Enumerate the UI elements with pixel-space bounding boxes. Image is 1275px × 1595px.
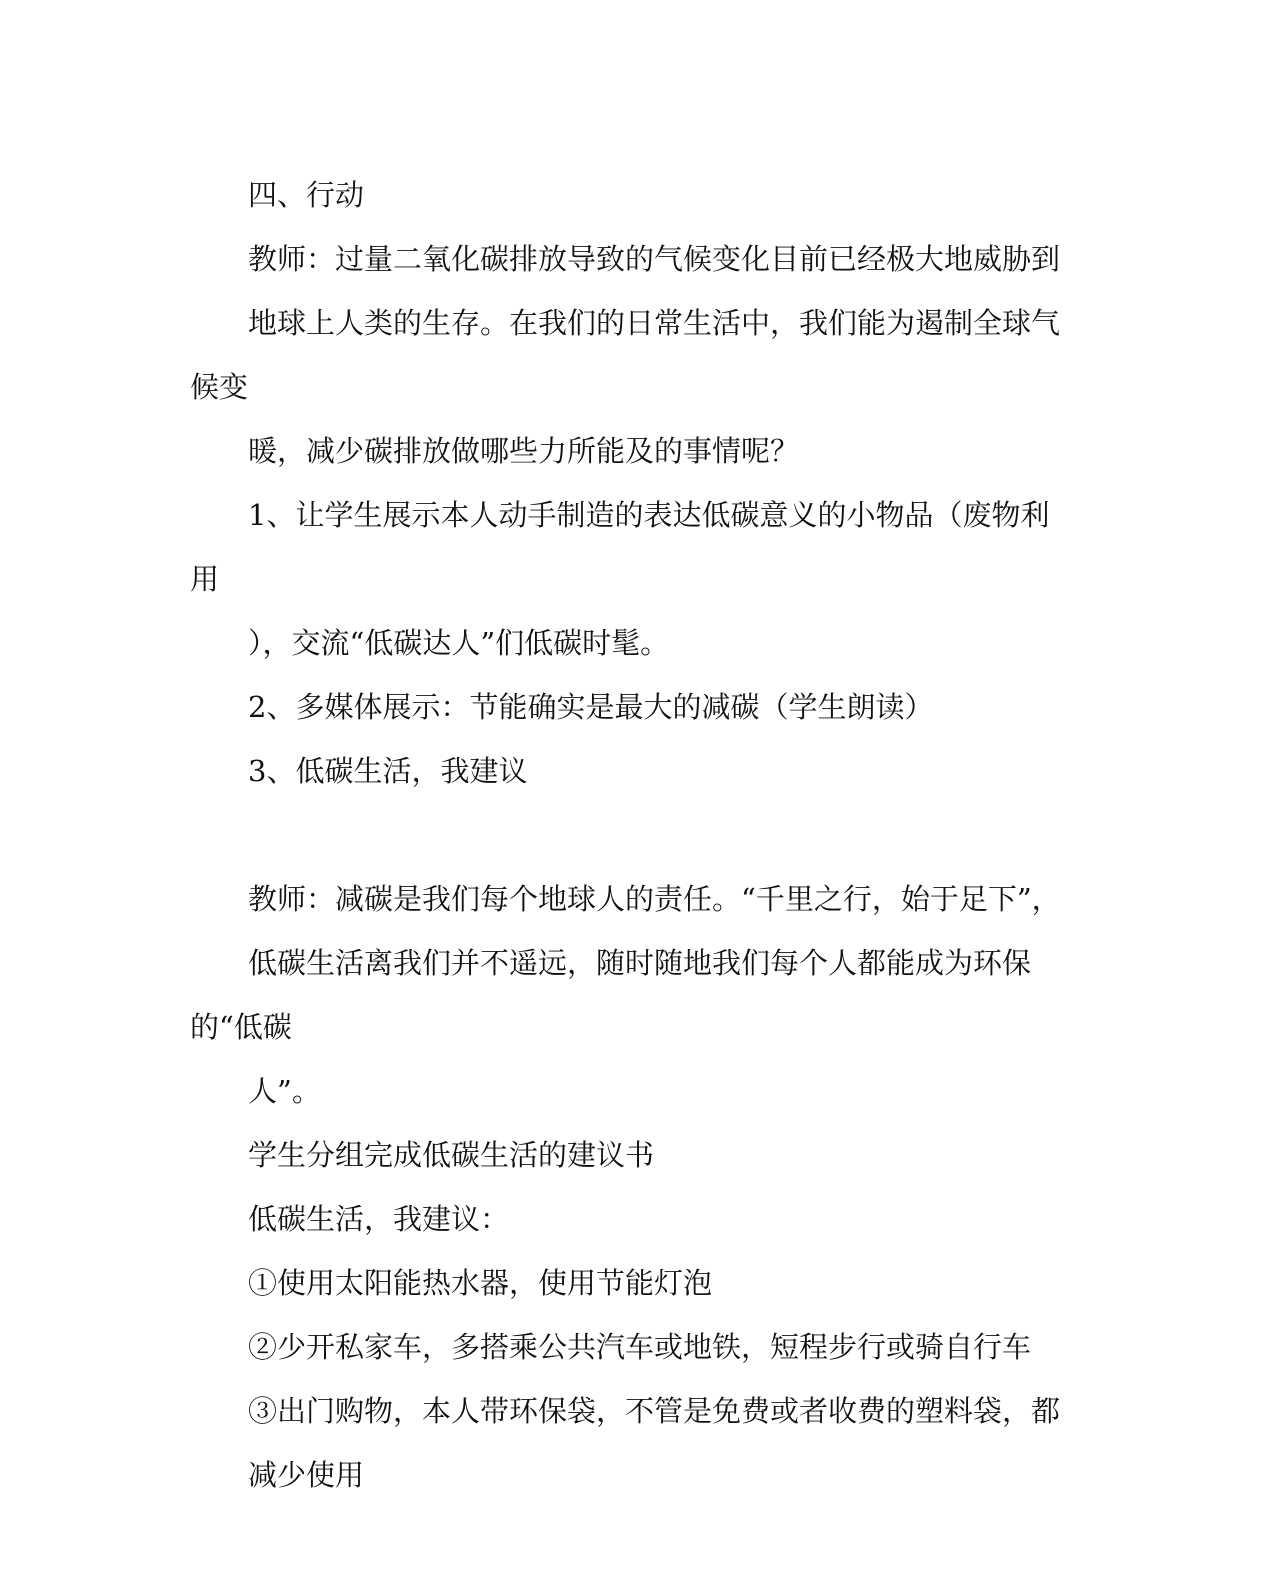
proposal-item-3 [190, 1379, 1070, 1507]
teacher-intro-line: 地球上人类的生存。在我们的日常生活中，我们能为遏制全球气候变 [190, 306, 1061, 404]
group-task-paragraph: 学生分组完成低碳生活的建议书 [248, 1138, 655, 1172]
section-heading: 四、行动 [248, 178, 365, 212]
step-1-line: ），交流“低碳达人”们低碳时髦。 [248, 626, 670, 660]
teacher-outro-line: 教师：减碳是我们每个地球人的责任。“千里之行，始于足下”， [248, 882, 1061, 916]
step-3-paragraph: 3、低碳生活，我建议 [248, 754, 528, 788]
step-1-paragraph [190, 483, 1070, 675]
teacher-intro-paragraph [190, 227, 1070, 483]
step-2-paragraph: 2、多媒体展示：节能确实是最大的减碳（学生朗读） [248, 690, 934, 724]
teacher-intro-line: 教师：过量二氧化碳排放导致的气候变化目前已经极大地威胁到 [248, 242, 1061, 276]
proposal-item-2: ②少开私家车，多搭乘公共汽车或地铁，短程步行或骑自行车 [248, 1330, 1032, 1364]
proposal-heading: 低碳生活，我建议： [248, 1202, 510, 1236]
teacher-outro-line: 低碳生活离我们并不遥远，随时随地我们每个人都能成为环保的“低碳 [190, 946, 1032, 1044]
step-1-line: 1、让学生展示本人动手制造的表达低碳意义的小物品（废物利用 [190, 498, 1050, 596]
proposal-item-3-line: ③出门购物，本人带环保袋，不管是免费或者收费的塑料袋，都 [248, 1394, 1061, 1428]
teacher-outro-line: 人”。 [248, 1074, 321, 1108]
teacher-intro-line: 暖，减少碳排放做哪些力所能及的事情呢？ [248, 434, 800, 468]
blank-line [190, 803, 1070, 867]
teacher-outro-paragraph [190, 867, 1070, 1123]
proposal-item-1: ①使用太阳能热水器，使用节能灯泡 [248, 1266, 713, 1300]
proposal-item-3-line: 减少使用 [248, 1458, 365, 1492]
document-body [190, 163, 1070, 1507]
